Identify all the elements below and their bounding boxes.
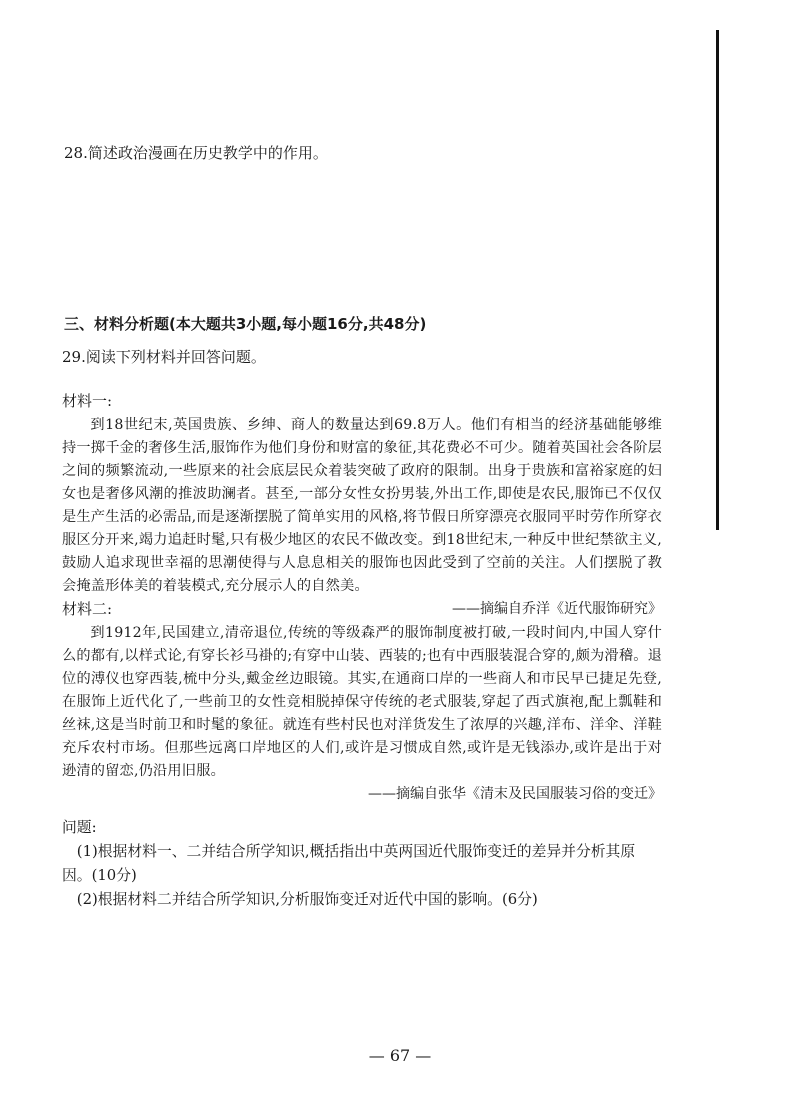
question-28: 28.简述政治漫画在历史教学中的作用。 — [64, 144, 328, 162]
material-one — [62, 390, 662, 620]
material-one-body: 到18世纪末,英国贵族、乡绅、商人的数量达到69.8万人。他们有相当的经济基础能够维持一掷千金的奢侈生活,服饰作为他们身份和财富的象征,其花费必不可少。随着英国社会各阶层之间的频繁流动,一些原来的社会底层民众着装突破了政府的限制。出身于贵族和富裕家庭的妇女也是奢侈风潮的推波助澜者。甚至,一部分女性女扮男装,外出工作,即使是农民,服饰已不仅仅是生产生活的必需品,而是逐渐摆脱了简单实用的风格,将节假日所穿漂亮衣服同平时劳作所穿衣服区分开来,竭力追赶时髦,只有极少地区的农民不做改变。到18世纪末,一种反中世纪禁欲主义,鼓励人追求现世幸福的思潮使得与人息息相关的服饰也因此受到了空前的关注。人们摆脱了教会掩盖形体美的着装模式,充分展示人的自然美。 — [62, 417, 662, 594]
material-one-source: ——摘编自乔洋《近代服饰研究》 — [452, 601, 662, 617]
binding-margin-line — [716, 30, 719, 530]
question-29-title: 29.阅读下列材料并回答问题。 — [62, 348, 266, 366]
material-two — [62, 598, 662, 805]
material-two-source: ——摘编自张华《清末及民国服装习俗的变迁》 — [368, 786, 662, 802]
material-two-body: 到1912年,民国建立,清帝退位,传统的等级森严的服饰制度被打破,一段时间内,中国人穿什么的都有,以样式论,有穿长衫马褂的;有穿中山装、西装的;也有中西服装混合穿的,颇为滑稽。退位的溥仪也穿西装,梳中分头,戴金丝边眼镜。其实,在通商口岸的一些商人和市民早已捷足先登,在服饰上近代化了,一些前卫的女性竞相脱掉保守传统的老式服装,穿起了西式旗袍,配上瓢鞋和丝袜,这是当时前卫和时髦的象征。就连有些村民也对洋货发生了浓厚的兴趣,洋布、洋伞、洋鞋充斥农村市场。但那些远离口岸地区的人们,或许是习惯成自然,或许是无钱添办,或许是出于对逊清的留恋,仍沿用旧服。 — [62, 625, 662, 779]
questions-label: 问题: — [62, 819, 97, 836]
page-number: — 67 — — [368, 1046, 432, 1065]
question-1: (1)根据材料一、二并结合所学知识,概括指出中英两国近代服饰变迁的差异并分析其原因。(10分) — [62, 843, 636, 884]
questions-block — [62, 816, 662, 912]
question-2: (2)根据材料二并结合所学知识,分析服饰变迁对近代中国的影响。(6分) — [76, 891, 538, 908]
question-29-header — [62, 346, 662, 372]
section-title: 三、材料分析题(本大题共3小题,每小题16分,共48分) — [64, 315, 427, 333]
material-one-label: 材料一: — [62, 392, 113, 410]
material-two-label: 材料二: — [62, 600, 113, 618]
